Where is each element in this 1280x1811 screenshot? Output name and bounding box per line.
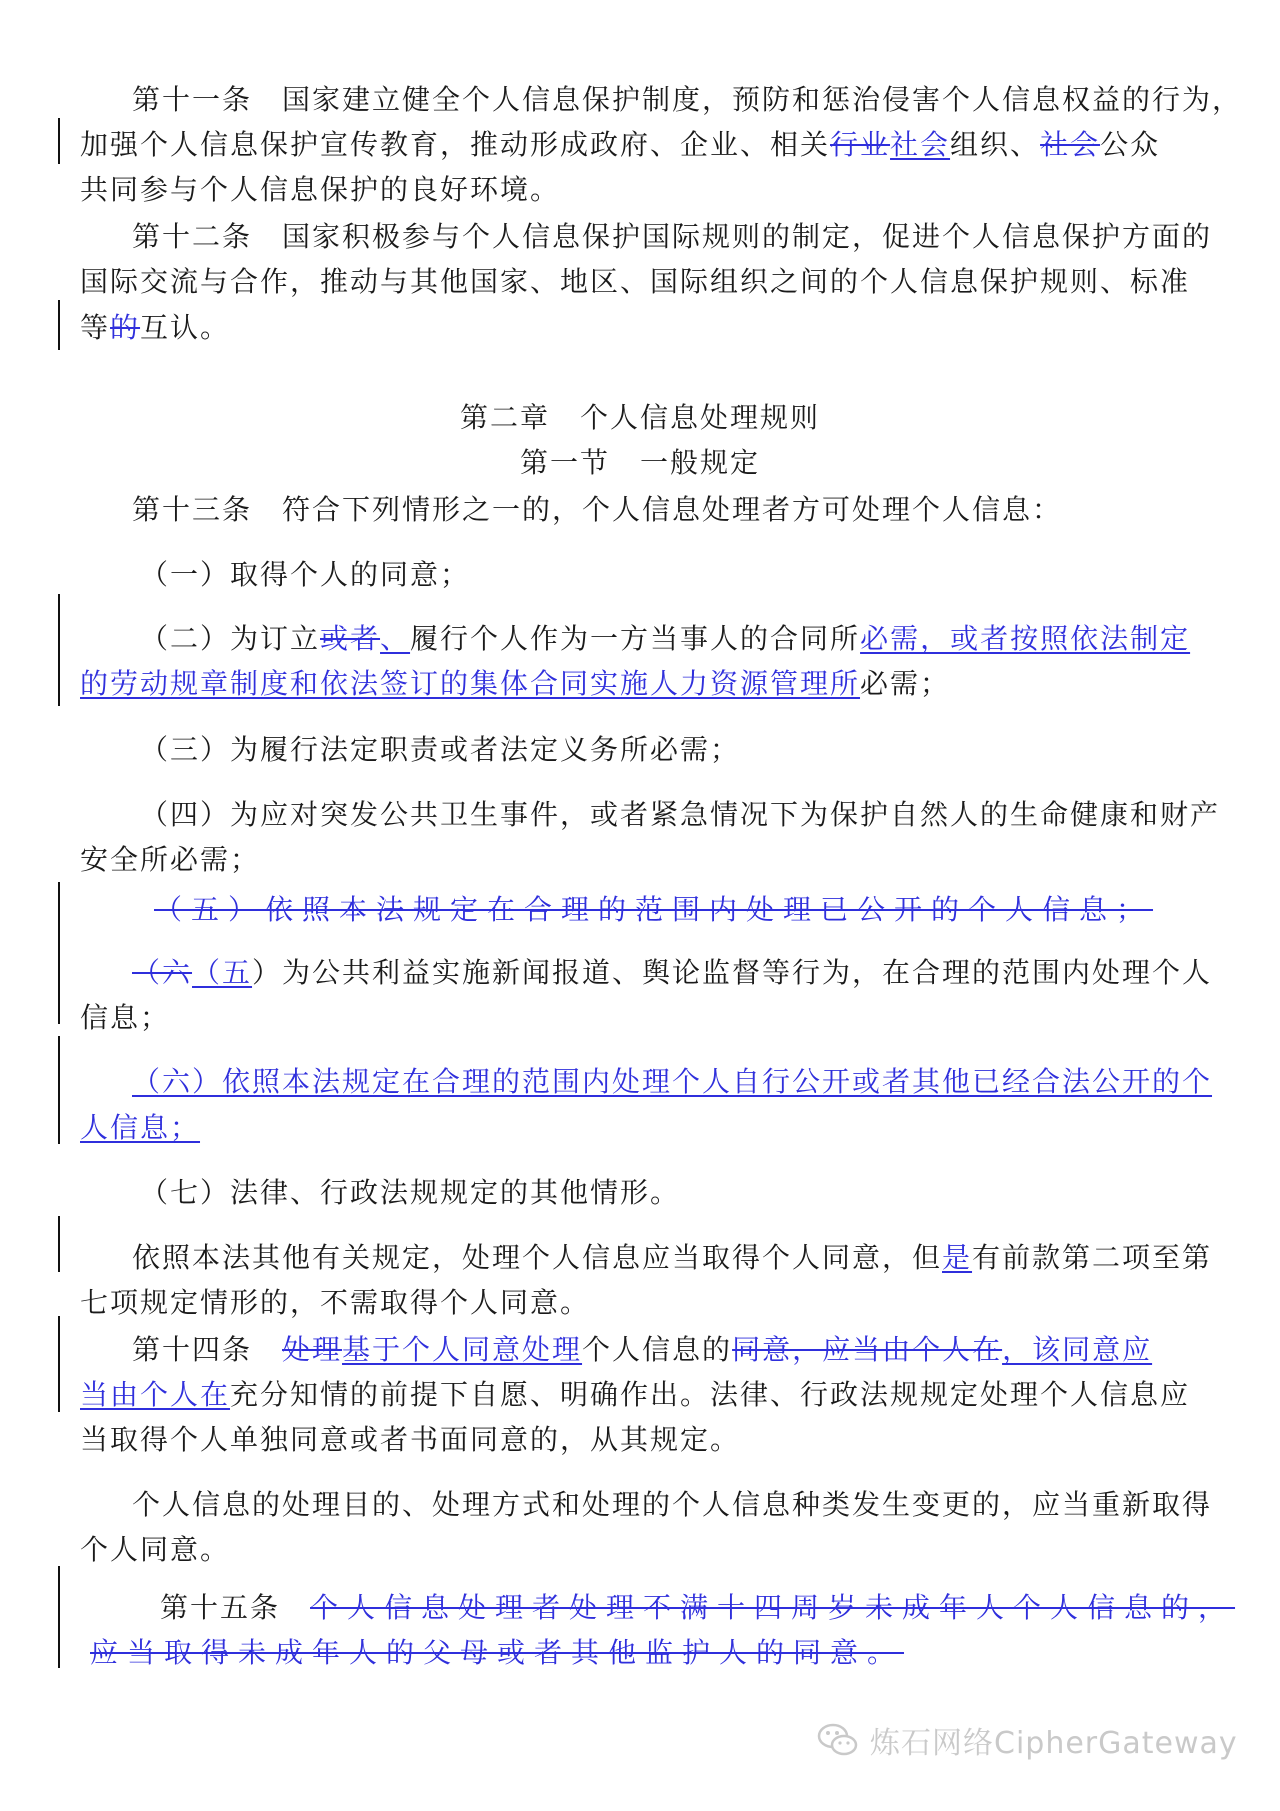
text: 充分知情的前提下自愿、明确作出。法律、行政法规规定处理个人信息应 (230, 1378, 1191, 1411)
deleted-text: 处理 (282, 1333, 343, 1366)
text: 互认。 (140, 311, 231, 344)
revision-bar (58, 1316, 60, 1412)
inserted-text: （六）依照本法规定在合理的范围内处理个人自行公开或者其他已经合法公开的个 (132, 1065, 1213, 1098)
deleted-text: 同意，应当由个人在 (732, 1333, 1003, 1366)
article-12-line-1: 第十二条 国家积极参与个人信息保护国际规则的制定，促进个人信息保护方面的 (132, 220, 1213, 253)
watermark (816, 1718, 1238, 1762)
inserted-text: （五 (192, 956, 253, 989)
article-13-line-1: 第十三条 符合下列情形之一的，个人信息处理者方可处理个人信息： (132, 493, 1063, 526)
revision-bar (58, 594, 60, 706)
inserted-text: 、 (380, 622, 411, 655)
text: ）为公共利益实施新闻报道、舆论监督等行为，在合理的范围内处理个人 (252, 956, 1213, 989)
section-title: 第一节 一般规定 (519, 446, 760, 479)
article-13-item-6-line-1 (80, 953, 1220, 993)
article-13-new-item-line-2 (80, 1108, 1220, 1148)
article-13-item-5-deleted (80, 890, 1220, 930)
article-13-item-2-line-1 (80, 619, 1220, 659)
article-12-line-3 (80, 308, 1220, 348)
article-12-line-2: 国际交流与合作，推动与其他国家、地区、国际组织之间的个人信息保护规则、标准 (80, 265, 1191, 298)
revision-bar (58, 300, 60, 350)
revision-bar (58, 1566, 60, 1668)
text: 履行个人作为一方当事人的合同所 (410, 622, 861, 655)
text: 第十四条 (132, 1333, 283, 1366)
text: 第十五条 (160, 1591, 311, 1624)
deleted-text: （六 (132, 956, 193, 989)
article-13-tail-line-2: 七项规定情形的，不需取得个人同意。 (80, 1286, 591, 1319)
article-11-line-2 (80, 125, 1220, 165)
deleted-text: 的 (110, 311, 141, 344)
article-14-line-2 (80, 1375, 1220, 1415)
deleted-text: 或者 (320, 622, 381, 655)
deleted-text: 社会 (1040, 128, 1101, 161)
article-11-line-1: 第十一条 国家建立健全个人信息保护制度，预防和惩治侵害个人信息权益的行为， (132, 83, 1243, 116)
article-11-line-3: 共同参与个人信息保护的良好环境。 (80, 173, 561, 206)
article-13-item-4-line-1: （四）为应对突发公共卫生事件，或者紧急情况下为保护自然人的生命健康和财产 (140, 798, 1221, 831)
article-13-item-2-line-2 (80, 664, 1220, 704)
inserted-text: 基于个人同意处理 (342, 1333, 583, 1366)
article-13-item-1: （一）取得个人的同意； (140, 558, 471, 591)
deleted-text: 个人信息处理者处理不满十四周岁未成年人个人信息的， (310, 1591, 1236, 1624)
inserted-text: 是 (942, 1241, 973, 1274)
article-13-new-item-line-1 (80, 1062, 1220, 1102)
deleted-text: 行业 (830, 128, 891, 161)
inserted-text: ，该同意应 (1002, 1333, 1153, 1366)
chapter-title: 第二章 个人信息处理规则 (459, 401, 820, 434)
text: 依照本法其他有关规定，处理个人信息应当取得个人同意，但 (132, 1241, 943, 1274)
article-13-tail-line-1 (80, 1238, 1220, 1278)
deleted-text: 应当取得未成年人的父母或者其他监护人的同意。 (90, 1636, 905, 1669)
article-14-line-1 (80, 1330, 1220, 1370)
text: 等 (80, 311, 111, 344)
inserted-text: 当由个人在 (80, 1378, 231, 1411)
inserted-text: 人信息； (80, 1111, 201, 1144)
revision-bar (58, 118, 60, 164)
article-14-line-4: 个人信息的处理目的、处理方式和处理的个人信息种类发生变更的，应当重新取得 (132, 1488, 1213, 1521)
deleted-text: （五）依照本法规定在合理的范围内处理已公开的个人信息； (154, 893, 1154, 926)
text: 加强个人信息保护宣传教育，推动形成政府、企业、相关 (80, 128, 831, 161)
article-13-item-6-line-2: 信息； (80, 1001, 171, 1034)
text: （二）为订立 (140, 622, 321, 655)
text: 有前款第二项至第 (972, 1241, 1213, 1274)
article-15-line-2 (80, 1633, 1220, 1673)
article-13-item-4-line-2: 安全所必需； (80, 843, 261, 876)
text: 组织、 (950, 128, 1041, 161)
revision-bar (58, 1216, 60, 1272)
inserted-text: 的劳动规章制度和依法签订的集体合同实施人力资源管理所 (80, 667, 861, 700)
text: 公众 (1100, 128, 1161, 161)
article-13-item-3: （三）为履行法定职责或者法定义务所必需； (140, 733, 741, 766)
article-14-line-5: 个人同意。 (80, 1533, 231, 1566)
revision-bar (58, 882, 60, 1024)
article-13-item-7: （七）法律、行政法规规定的其他情形。 (140, 1176, 681, 1209)
inserted-text: 社会 (890, 128, 951, 161)
revision-bar (58, 1036, 60, 1144)
text: 个人信息的 (582, 1333, 733, 1366)
article-15-line-1 (80, 1588, 1236, 1628)
text: 必需； (860, 667, 951, 700)
watermark-text: 炼石网络CipherGateway (870, 1726, 1238, 1761)
inserted-text: 必需，或者按照依法制定 (860, 622, 1191, 655)
wechat-icon (816, 1718, 860, 1762)
article-14-line-3: 当取得个人单独同意或者书面同意的，从其规定。 (80, 1423, 741, 1456)
